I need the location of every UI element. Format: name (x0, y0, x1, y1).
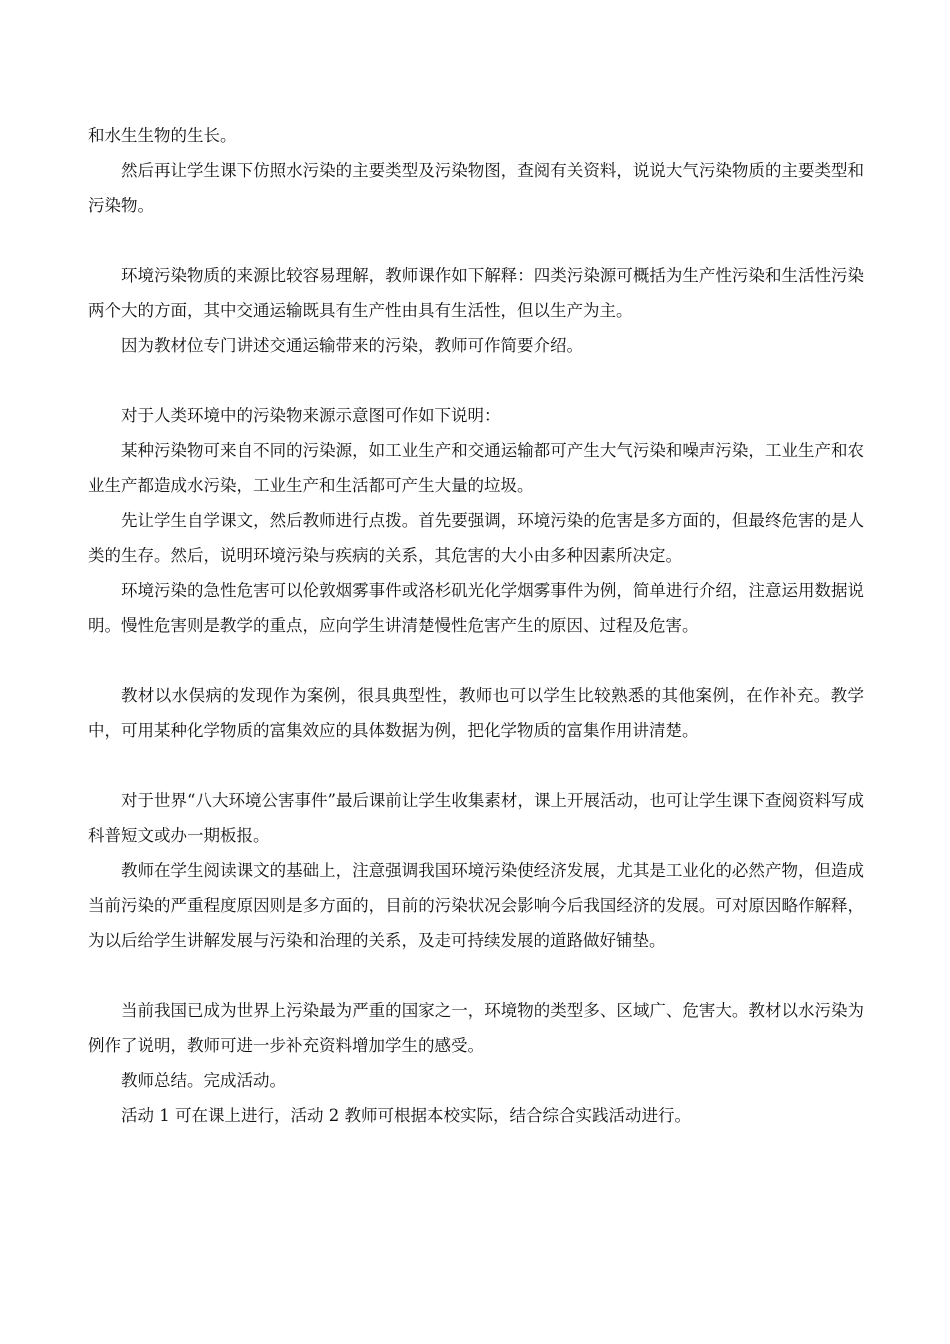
paragraph: 活动 1 可在课上进行，活动 2 教师可根据本校实际，结合综合实践活动进行。 (121, 1106, 691, 1125)
document-body (88, 118, 864, 1133)
paragraph: 因为教材位专门讲述交通运输带来的污染，教师可作简要介绍。 (121, 336, 583, 355)
paragraph: 对于人类环境中的污染物来源示意图可作如下说明： (121, 406, 501, 425)
paragraph: 然后再让学生课下仿照水污染的主要类型及污染物图，查阅有关资料，说说大气污染物质的主要类型和污染物。 (88, 161, 864, 215)
paragraph: 环境污染物质的来源比较容易理解，教师课作如下解释：四类污染源可概括为生产性污染和生活性污染两个大的方面，其中交通运输既具有生产性由具有生活性，但以生产为主。 (88, 266, 864, 320)
paragraph-continuation: 和水生生物的生长。 (88, 126, 237, 145)
paragraph: 环境污染的急性危害可以伦敦烟雾事件或洛杉矶光化学烟雾事件为例，简单进行介绍，注意运用数据说明。慢性危害则是教学的重点，应向学生讲清楚慢性危害产生的原因、过程及危害。 (88, 581, 864, 635)
paragraph: 先让学生自学课文，然后教师进行点拨。首先要强调，环境污染的危害是多方面的，但最终危害的是人类的生存。然后，说明环境污染与疾病的关系，其危害的大小由多种因素所决定。 (88, 511, 864, 565)
paragraph: 教师在学生阅读课文的基础上，注意强调我国环境污染使经济发展，尤其是工业化的必然产物，但造成当前污染的严重程度原因则是多方面的，目前的污染状况会影响今后我国经济的发展。可对原因略作解释，为以后给学生讲解发展与污染和治理的关系，及走可持续发展的道路做好铺垫。 (88, 861, 864, 950)
paragraph: 教材以水俣病的发现作为案例，很具典型性，教师也可以学生比较熟悉的其他案例，在作补充。教学中，可用某种化学物质的富集效应的具体数据为例，把化学物质的富集作用讲清楚。 (88, 686, 864, 740)
paragraph-gap (88, 958, 864, 993)
paragraph: 当前我国已成为世界上污染最为严重的国家之一，环境物的类型多、区域广、危害大。教材以水污染为例作了说明，教师可进一步补充资料增加学生的感受。 (88, 1001, 864, 1055)
paragraph: 某种污染物可来自不同的污染源，如工业生产和交通运输都可产生大气污染和噪声污染，工业生产和农业生产都造成水污染，工业生产和生活都可产生大量的垃圾。 (88, 441, 864, 495)
paragraph-gap (88, 643, 864, 678)
paragraph: 对于世界“八大环境公害事件”最后课前让学生收集素材，课上开展活动，也可让学生课下查阅资料写成科普短文或办一期板报。 (88, 791, 864, 845)
paragraph: 教师总结。完成活动。 (121, 1071, 286, 1090)
paragraph-gap (88, 223, 864, 258)
paragraph-gap (88, 748, 864, 783)
paragraph-gap (88, 363, 864, 398)
